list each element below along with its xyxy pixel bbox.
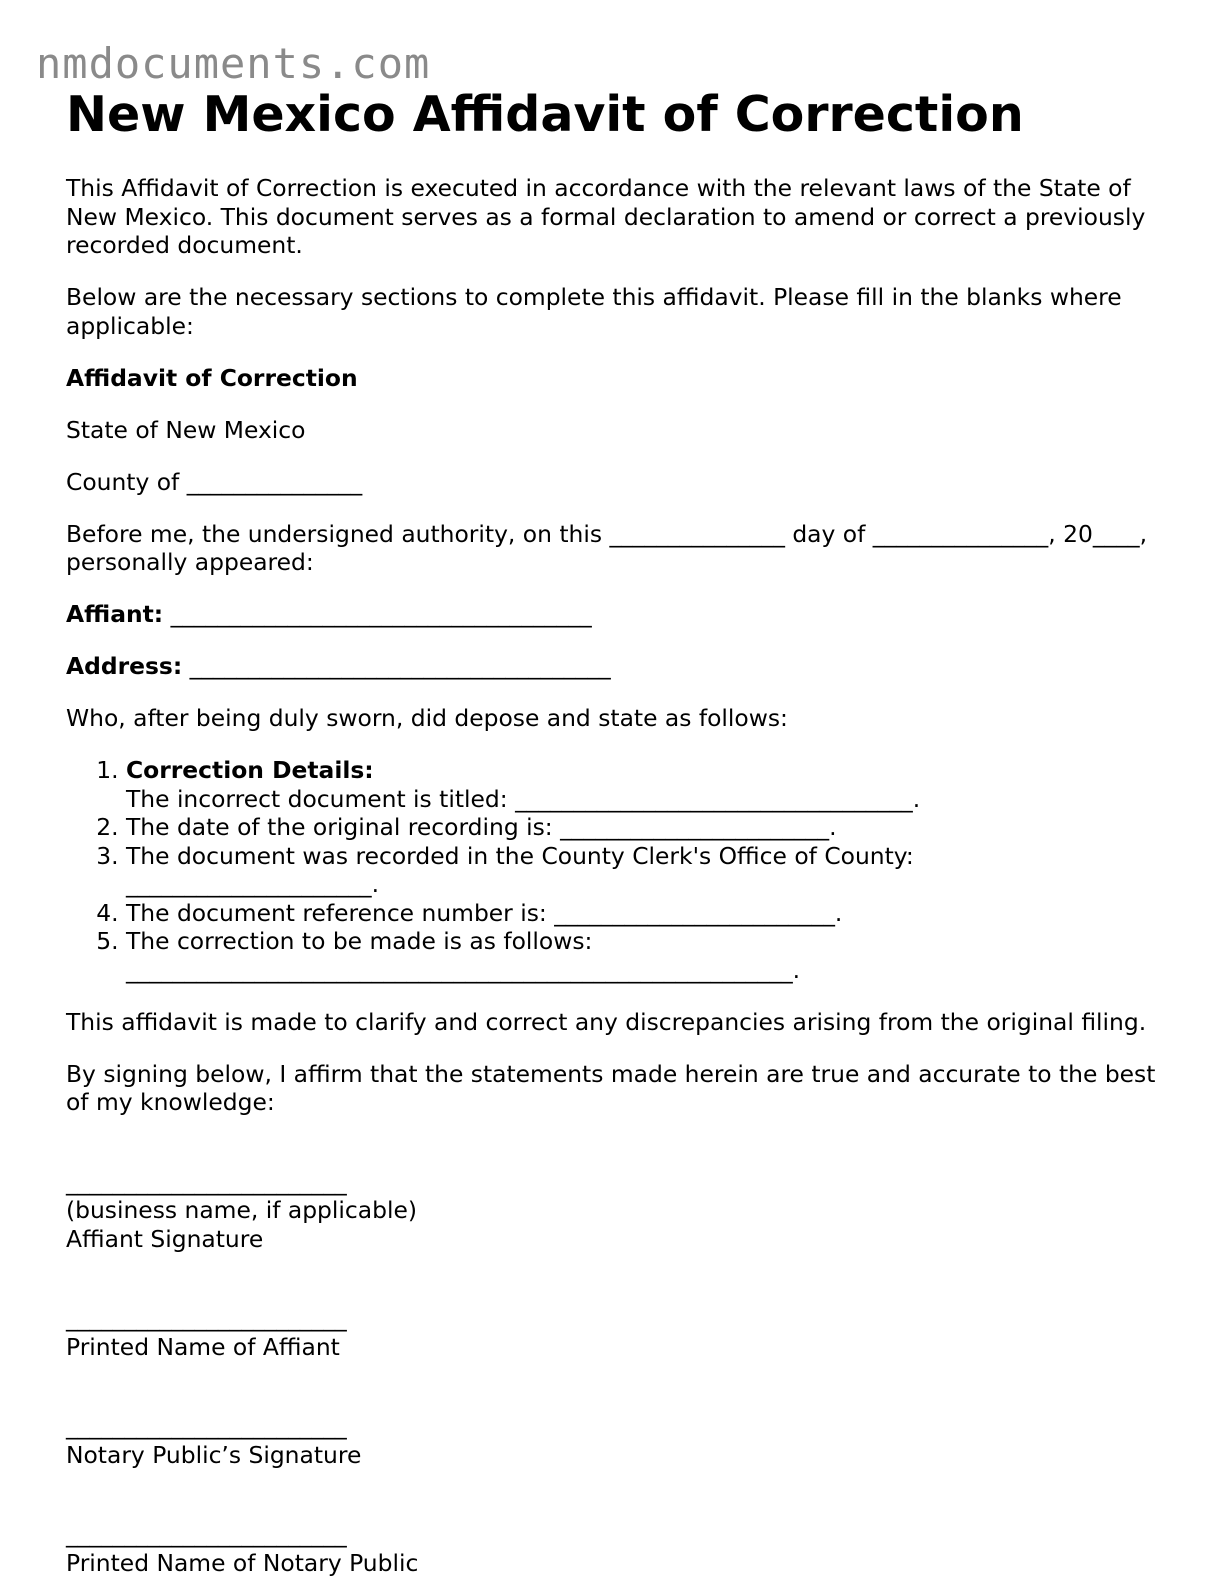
list-item (126, 756, 1166, 813)
list-item: 4. The document reference number is: ________________________. (126, 899, 1166, 928)
affiant-blank: ____________________________________ (163, 600, 592, 628)
printed-affiant-block (66, 1304, 1166, 1361)
correction-details-label: Correction Details: (126, 756, 374, 784)
section-heading: Affidavit of Correction (66, 363, 358, 392)
clarify-paragraph: This affidavit is made to clarify and correct any discrepancies arising from the original filing. (66, 1007, 1147, 1036)
affirm-paragraph: By signing below, I affirm that the statements made herein are true and accurate to the best of my knowledge: (66, 1059, 1156, 1116)
watermark: nmdocuments.com (36, 39, 431, 88)
address-line (66, 652, 1166, 681)
state-line: State of New Mexico (66, 415, 306, 444)
sworn-line: Who, after being duly sworn, did depose and state as follows: (66, 704, 788, 732)
affiant-line (66, 600, 1166, 629)
business-name-label: (business name, if applicable) (66, 1196, 417, 1224)
affiant-signature-label: Affiant Signature (66, 1224, 264, 1253)
affiant-label: Affiant: (66, 600, 164, 628)
county-line: County of _______________ (66, 467, 363, 496)
list-item: 5. The correction to be made is as follows: _________________________________________________________. (126, 927, 1166, 984)
intro-paragraph: This Affidavit of Correction is executed in accordance with the relevant laws of the State of New Mexico. This document serves as a formal declaration to amend or correct a previously recorded document. (66, 174, 1146, 259)
list-item-text: The incorrect document is titled: __________________________________. (126, 784, 921, 813)
signature-line: ________________________ (66, 1412, 347, 1440)
before-me-paragraph: Before me, the undersigned authority, on this _______________ day of _______________, 20____, personally appeared: (66, 519, 1148, 576)
notary-signature-label: Notary Public’s Signature (66, 1440, 362, 1469)
signature-line: ________________________ (66, 1520, 347, 1548)
signature-line: ________________________ (66, 1167, 347, 1196)
notary-signature-block (66, 1412, 1166, 1469)
printed-notary-label: Printed Name of Notary Public (66, 1548, 419, 1577)
correction-list (66, 756, 1166, 984)
affiant-signature-block (66, 1168, 1166, 1254)
list-item: 3. The document was recorded in the County Clerk's Office of County: _____________________. (126, 842, 1166, 899)
address-blank: ____________________________________ (182, 652, 611, 680)
address-label: Address: (66, 652, 183, 680)
printed-notary-block (66, 1520, 1166, 1577)
signature-line: ________________________ (66, 1304, 347, 1332)
printed-affiant-label: Printed Name of Affiant (66, 1332, 340, 1361)
page-title: New Mexico Affidavit of Correction (66, 86, 1024, 143)
document-body (66, 84, 1166, 1577)
list-item: 2. The date of the original recording is: _______________________. (126, 813, 1166, 842)
instructions-paragraph: Below are the necessary sections to complete this affidavit. Please fill in the blanks where applicable: (66, 283, 1122, 340)
